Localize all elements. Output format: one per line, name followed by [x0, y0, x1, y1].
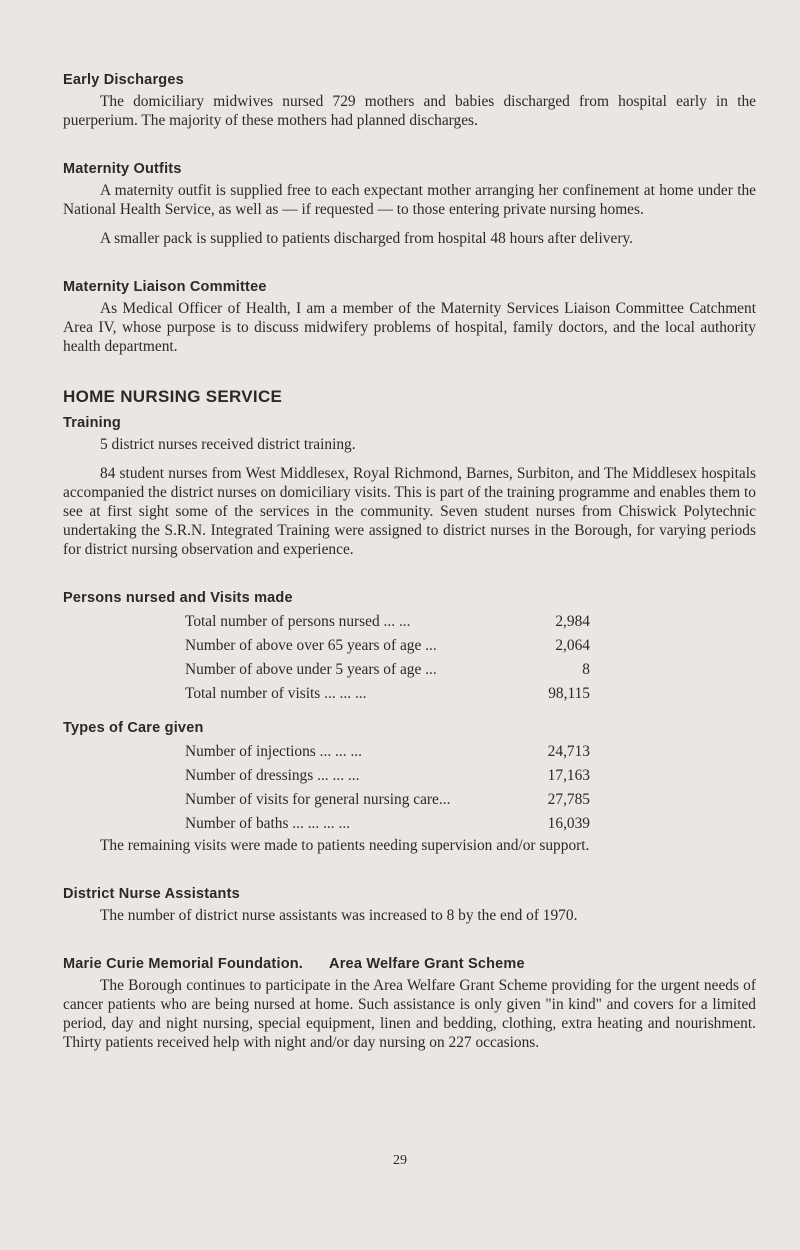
row-label: Total number of visits — [185, 685, 321, 702]
marie-curie-heading-b: Area Welfare Grant Scheme — [329, 956, 525, 972]
row-label: Number of injections — [185, 743, 316, 760]
training-heading: Training — [63, 415, 121, 431]
early-discharges-paragraph: The domiciliary midwives nursed 729 mothers and babies discharged from hospital early in the puerperium. The majority of these mothers had planned discharges. — [63, 93, 756, 129]
marie-curie-heading-a: Marie Curie Memorial Foundation. — [63, 956, 304, 972]
row-value: 8 — [582, 661, 590, 678]
row-value: 2,064 — [555, 637, 590, 654]
row-label: Number of above over 65 years of age — [185, 637, 422, 654]
leader-dots: ... — [425, 637, 437, 654]
marie-curie-paragraph: The Borough continues to participate in the Area Welfare Grant Scheme providing for the urgent needs of cancer patients who are being nursed at home. Such assistance is only given "in kind" and covers for a limited period, day and night nursing, special equipment, linen and bedding, clothing, extra heating and nourishment. Thirty patients received help with night and/or day nursing on 227 occasions. — [63, 977, 756, 1051]
table-row — [185, 610, 590, 634]
persons-nursed-heading: Persons nursed and Visits made — [63, 590, 293, 606]
table-row — [185, 682, 590, 706]
leader-dots: ... ... ... — [324, 685, 367, 702]
row-value: 2,984 — [555, 613, 590, 630]
assistants-heading: District Nurse Assistants — [63, 886, 240, 902]
home-nursing-title: HOME NURSING SERVICE — [63, 387, 283, 406]
assistants-paragraph: The number of district nurse assistants was increased to 8 by the end of 1970. — [100, 907, 578, 924]
maternity-outfits-paragraph-2: A smaller pack is supplied to patients discharged from hospital 48 hours after delivery. — [100, 230, 633, 247]
persons-nursed-table — [185, 610, 590, 706]
leader-dots: ... — [438, 791, 451, 808]
row-label: Number of dressings — [185, 767, 314, 784]
liaison-heading: Maternity Liaison Committee — [63, 279, 267, 295]
maternity-outfits-heading: Maternity Outfits — [63, 161, 182, 177]
table-row — [185, 788, 590, 812]
row-label: Number of visits for general nursing care — [185, 791, 439, 808]
training-paragraph-2: 84 student nurses from West Middlesex, Royal Richmond, Barnes, Surbiton, and The Middlesex hospitals accompanied the district nurses on domiciliary visits. This is part of the training programme and enables them to see at first sight some of the services in the community. Seven student nurses from Chiswick Polytechnic undertaking the S.R.N. Integrated Training were assigned to district nurses in the Borough, for varying periods for district nursing observation and experience. — [63, 465, 756, 558]
leader-dots: ... ... ... ... — [292, 815, 351, 832]
row-label: Number of above under 5 years of age — [185, 661, 422, 678]
table-row — [185, 658, 590, 682]
row-label: Number of baths — [185, 815, 289, 832]
row-value: 98,115 — [548, 685, 590, 702]
early-discharges-heading: Early Discharges — [63, 72, 184, 88]
table-row — [185, 764, 590, 788]
types-of-care-heading: Types of Care given — [63, 720, 204, 736]
training-paragraph-1: 5 district nurses received district training. — [100, 436, 356, 453]
leader-dots: ... — [425, 661, 437, 678]
leader-dots: ... ... ... — [319, 743, 362, 760]
types-of-care-table — [185, 740, 590, 836]
leader-dots: ... ... ... — [317, 767, 360, 784]
liaison-paragraph: As Medical Officer of Health, I am a member of the Maternity Services Liaison Committee Catchment Area IV, whose purpose is to discuss midwifery problems of hospital, family doctors, and the local authority health department. — [63, 300, 756, 355]
table-row — [185, 812, 590, 836]
row-value: 17,163 — [547, 767, 590, 784]
leader-dots: ... ... — [383, 613, 411, 630]
table-row — [185, 740, 590, 764]
table-row — [185, 634, 590, 658]
row-value: 16,039 — [547, 815, 590, 832]
marie-curie-heading — [63, 956, 756, 972]
maternity-outfits-paragraph-1: A maternity outfit is supplied free to each expectant mother arranging her confinement at home under the National Health Service, as well as — if requested — to those entering private nursing homes. — [63, 182, 756, 218]
row-value: 27,785 — [547, 791, 590, 808]
page-number: 29 — [393, 1153, 407, 1168]
document-page — [63, 72, 756, 1052]
row-label: Total number of persons nursed — [185, 613, 380, 630]
remaining-visits-paragraph: The remaining visits were made to patients needing supervision and/or support. — [100, 837, 590, 854]
row-value: 24,713 — [547, 743, 590, 760]
